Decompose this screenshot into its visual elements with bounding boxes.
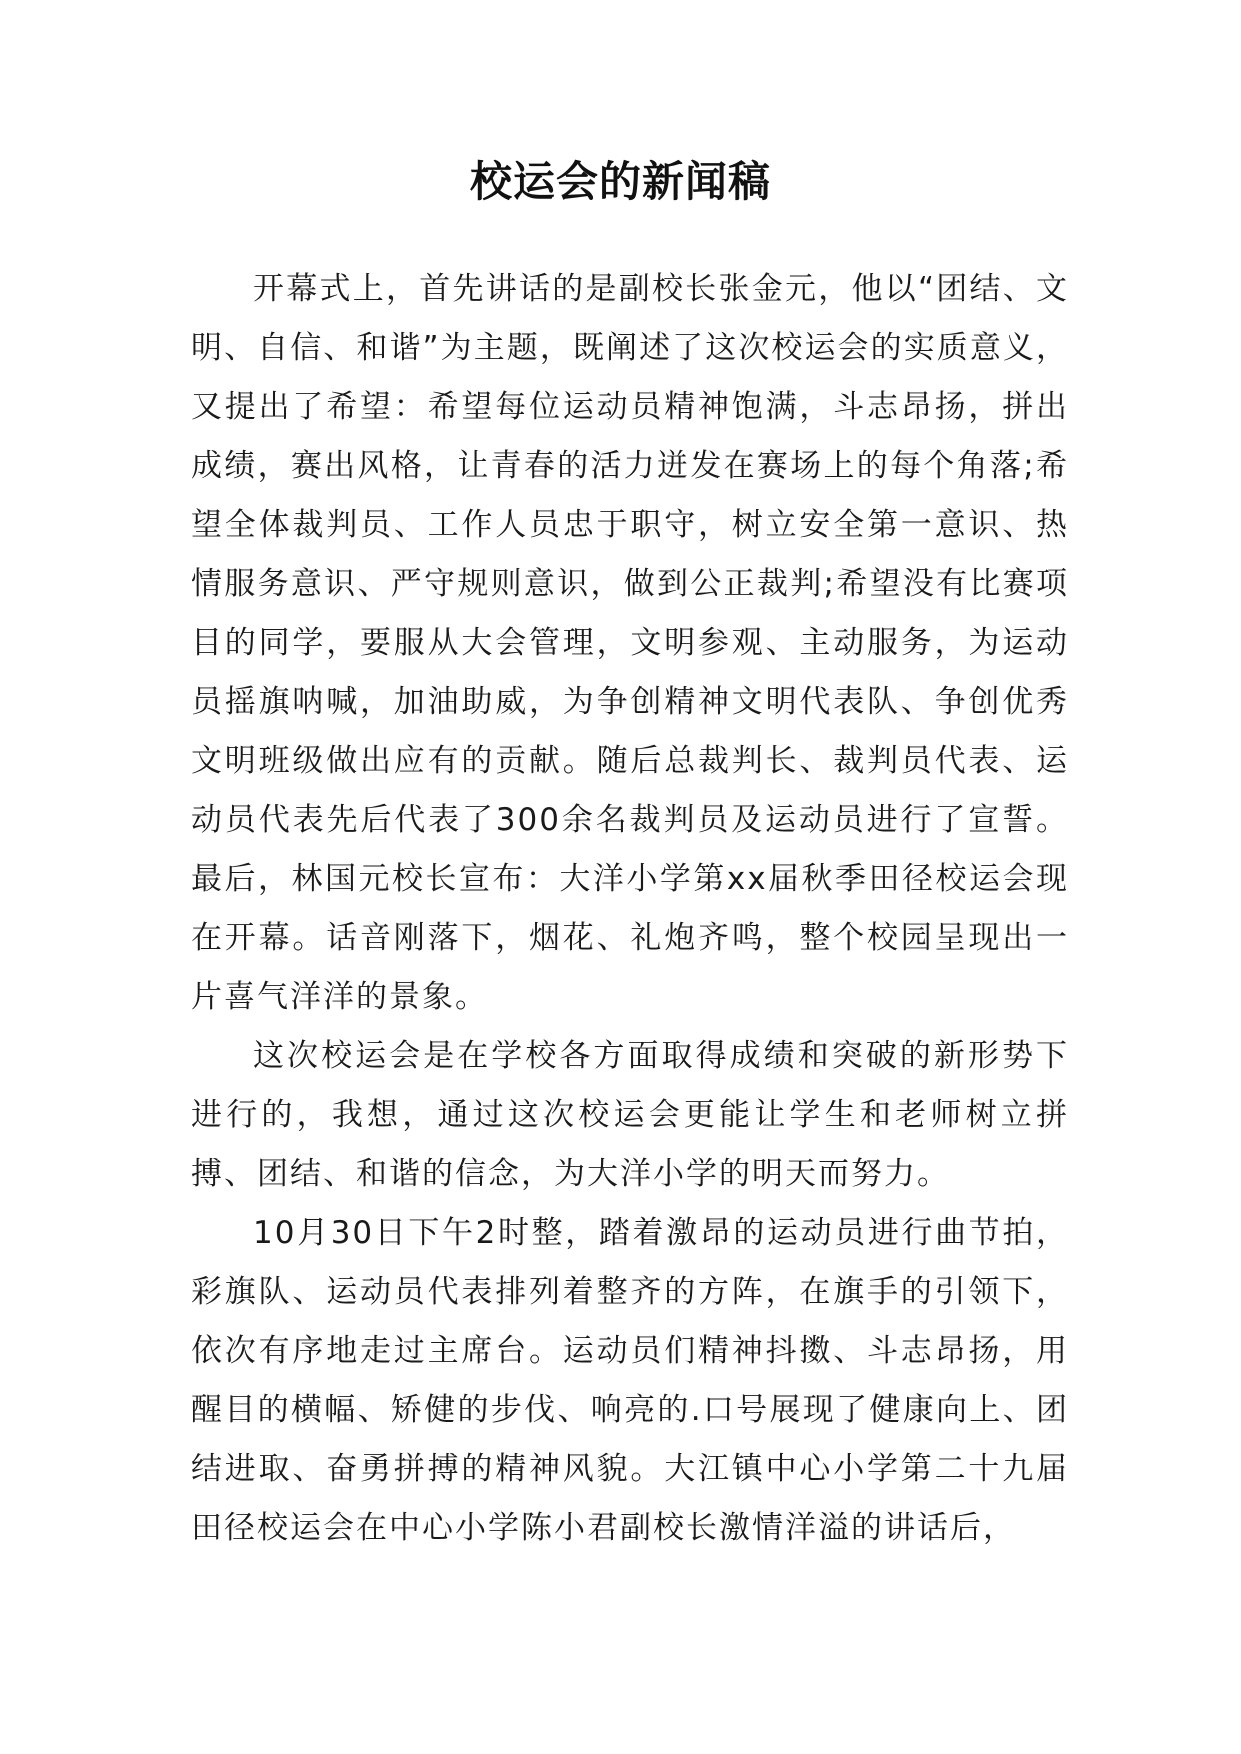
paragraph-parade: 10月30日下午2时整，踏着激昂的运动员进行曲节拍，彩旗队、运动员代表排列着整齐的方阵，在旗手的引领下，依次有序地走过主席台。运动员们精神抖擞、斗志昂扬，用醒目的横幅、矫健的步伐、响亮的.口号展现了健康向上、团结进取、奋勇拼搏的精神风貌。大江镇中心小学第二十九届田径校运会在中心小学陈小君副校长激情洋溢的讲话后， — [191, 1215, 1069, 1546]
document-title: 校运会的新闻稿 — [469, 157, 771, 206]
paragraph-opening-ceremony: 开幕式上，首先讲话的是副校长张金元，他以“团结、文明、自信、和谐”为主题，既阐述了这次校运会的实质意义，又提出了希望：希望每位运动员精神饱满，斗志昂扬，拼出成绩，赛出风格，让青春的活力迸发在赛场上的每个角落;希望全体裁判员、工作人员忠于职守，树立安全第一意识、热情服务意识、严守规则意识，做到公正裁判;希望没有比赛项目的同学，要服从大会管理，文明参观、主动服务，为运动员摇旗呐喊，加油助威，为争创精神文明代表队、争创优秀文明班级做出应有的贡献。随后总裁判长、裁判员代表、运动员代表先后代表了300余名裁判员及运动员进行了宣誓。最后，林国元校长宣布：大洋小学第xx届秋季田径校运会现在开幕。话音刚落下，烟花、礼炮齐鸣，整个校园呈现出一片喜气洋洋的景象。 — [191, 271, 1069, 1015]
document-body — [191, 260, 1069, 1558]
paragraph-significance: 这次校运会是在学校各方面取得成绩和突破的新形势下进行的，我想，通过这次校运会更能让学生和老师树立拼搏、团结、和谐的信念，为大洋小学的明天而努力。 — [191, 1038, 1069, 1192]
